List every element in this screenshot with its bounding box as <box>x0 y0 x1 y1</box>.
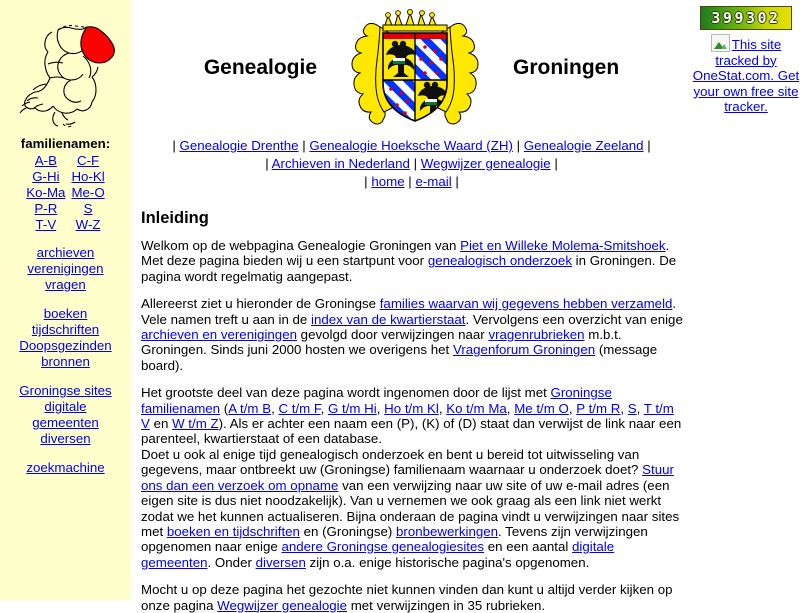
text: en <box>149 416 173 432</box>
nav-row-1 <box>139 137 684 155</box>
nav-row-3 <box>139 173 684 191</box>
sidebar-title: familienamen: <box>20 136 111 151</box>
text: ). Als er achter een naam een (P), (K) of (D) staat dan verwijst de link naar een parenteel, kwartierstaat of een database. <box>141 416 682 447</box>
sidebar-item-boeken[interactable]: boeken <box>43 306 88 321</box>
link-piet-en-willeke[interactable]: Piet en Willeke Molema-Smitshoek <box>460 238 666 253</box>
paragraph-allereerst <box>141 296 684 373</box>
nav-link-archieven-in-nederland[interactable]: Archieven in Nederland <box>271 156 410 171</box>
range-link-w-z[interactable]: W t/m Z <box>172 416 219 432</box>
onestat-tracker-link[interactable]: This site tracked by OneStat.com. Get your own free site tracker. <box>692 37 800 114</box>
sidebar-item-bronnen[interactable]: bronnen <box>41 354 90 369</box>
range-link-a-b[interactable]: A t/m B <box>228 400 272 416</box>
alpha-link-ko-ma[interactable]: Ko-Ma <box>26 185 66 200</box>
text: Doet u ook al enige tijd genealogisch onderzoek en bent u bereid tot uitwisseling van gegevens, maar ontbreekt uw (Groningse) familienaam waarnaar u onderzoek doet? <box>141 446 643 478</box>
alpha-link-me-o[interactable]: Me-O <box>71 185 105 200</box>
text: en een aantal <box>484 539 573 555</box>
text: zijn o.a. enige historische pagina's opgenomen. <box>305 554 590 570</box>
text: . Vervolgens een overzicht van enige <box>465 311 683 327</box>
sidebar-item-diversen[interactable]: diversen <box>40 431 91 446</box>
link-families-verzameld[interactable]: families waarvan wij gegevens hebben verzameld <box>379 296 673 312</box>
nav-separator: | <box>172 138 176 153</box>
sidebar-item-doopsgezinden[interactable]: Doopsgezinden <box>19 338 112 353</box>
sidebar-item-vragen[interactable]: vragen <box>45 277 86 292</box>
link-andere-genealogiesites[interactable]: andere Groningse genealogiesites <box>281 539 485 555</box>
text: . Met deze pagina bieden wij u een startpunt voor <box>141 238 670 269</box>
sidebar-group-sources <box>0 306 131 370</box>
text: gevolgd door verwijzingen naar <box>296 327 489 343</box>
nav-separator: | <box>647 138 651 153</box>
alpha-link-w-z[interactable]: W-Z <box>75 217 101 232</box>
right-column <box>692 0 800 600</box>
alpha-row <box>23 169 107 185</box>
range-link-t-v[interactable]: T t/m V <box>141 400 674 432</box>
alpha-link-t-v[interactable]: T-V <box>35 217 57 232</box>
link-stuur-verzoek-opname[interactable]: Stuur ons dan een verzoek om opname <box>141 462 674 493</box>
text: . Onder <box>207 554 256 570</box>
left-sidebar <box>0 0 131 600</box>
alpha-row <box>23 185 107 201</box>
link-diversen[interactable]: diversen <box>255 554 306 570</box>
alpha-row <box>23 217 107 233</box>
sidebar-item-groningse-sites[interactable]: Groningse sites <box>19 383 112 398</box>
sidebar-item-gemeenten[interactable]: gemeenten <box>32 415 99 430</box>
text: . Tevens zijn verwijzingen opgenomen naar enige <box>141 523 648 555</box>
page-title-left: Genealogie <box>203 55 318 79</box>
alpha-link-p-r[interactable]: P-R <box>34 201 58 216</box>
paragraph-onderzoek-uitwisseling <box>141 447 684 570</box>
page-heading-inleiding: Inleiding <box>141 209 209 227</box>
alpha-row <box>23 201 107 217</box>
sidebar-group-sites <box>0 383 131 447</box>
nav-link-genealogie-drenthe[interactable]: Genealogie Drenthe <box>179 138 299 153</box>
text: van een verwijzing naar uw site of uw e-mail adres (een eigen site is dus niet noodzakelijk). Van u vernemen we ook graag als een link niet werkt zodat we het kunnen actualiseren. Bijna onderaan de pagina vindt u verwijzingen naar sites met <box>141 477 680 539</box>
link-digitale-gemeenten[interactable]: digitale gemeenten <box>141 539 615 570</box>
text: . Vele namen treft u aan in de <box>141 296 677 327</box>
range-link-g-hi[interactable]: G t/m Hi <box>327 400 377 416</box>
nav-separator: | <box>455 174 459 189</box>
link-vragenforum-groningen[interactable]: Vragenforum Groningen <box>452 342 596 358</box>
text: Mocht u op deze pagina het gezochte niet kunnen vinden dan kunt u altijd verder kijken op onze pagina <box>141 582 673 613</box>
range-link-ko-ma[interactable]: Ko t/m Ma <box>446 400 507 416</box>
text: Welkom op de webpagina Genealogie Groningen van <box>141 238 461 253</box>
text: Het grootste deel van deze pagina wordt ingenomen door de lijst met <box>141 385 551 401</box>
nav-separator: | <box>302 138 306 153</box>
nav-separator: | <box>265 156 269 171</box>
paragraph-familienamen-lijst: Het grootste deel van deze pagina wordt ingenomen door de lijst met Groningse familienamen (A t/m B, C t/m F, G t/m Hi, Ho t/m Kl, Ko t/m Ma, Me t/m O, P t/m R, S, T t/m V en W t/m Z). Als er achter een naam een (P), (K) of (D) staat dan verwijst de link naar een parenteel, kwartierstaat of een database. <box>141 385 682 447</box>
onestat-tracker-block <box>692 34 800 115</box>
sidebar-group-search <box>0 460 131 476</box>
text: in Groningen. De pagina wordt regelmatig aangepast. <box>141 253 677 284</box>
text: en (Groningse) <box>299 523 397 539</box>
paragraph-wegwijzer <box>141 582 684 613</box>
link-bronbewerkingen[interactable]: bronbewerkingen <box>396 523 499 539</box>
visitor-counter-value: 399302 <box>711 9 781 27</box>
range-link-ho-kl[interactable]: Ho t/m Kl <box>384 400 439 416</box>
alpha-link-ho-kl[interactable]: Ho-Kl <box>71 169 105 184</box>
nav-separator: | <box>364 174 368 189</box>
sidebar-item-digitale[interactable]: digitale <box>44 399 87 414</box>
sidebar-item-tijdschriften[interactable]: tijdschriften <box>31 322 100 337</box>
text: met verwijzingen in 35 rubrieken. <box>347 597 546 613</box>
page-title-right: Groningen <box>513 55 620 79</box>
text: ( <box>220 400 229 416</box>
text: Allereerst ziet u hieronder de Groningse <box>141 296 380 312</box>
top-navigation <box>139 137 684 191</box>
link-archieven-en-verenigingen[interactable]: archieven en verenigingen <box>141 327 297 343</box>
sidebar-item-archieven[interactable]: archieven <box>36 245 95 260</box>
broken-image-icon <box>711 34 730 52</box>
sidebar-link-list <box>0 245 131 476</box>
nav-link-wegwijzer-genealogie[interactable]: Wegwijzer genealogie <box>420 156 551 171</box>
netherlands-map-icon <box>6 12 126 130</box>
paragraph-welkom <box>141 238 684 284</box>
nav-separator: | <box>554 156 558 171</box>
nav-separator: | <box>516 138 521 153</box>
alpha-link-a-b[interactable]: A-B <box>34 153 57 168</box>
nav-separator: | <box>408 174 412 189</box>
link-genealogisch-onderzoek[interactable]: genealogisch onderzoek <box>427 253 572 269</box>
alpha-link-c-f[interactable]: C-F <box>77 153 100 168</box>
link-boeken-en-tijdschriften[interactable]: boeken en tijdschriften <box>166 523 300 539</box>
range-link-s[interactable]: S <box>627 400 637 416</box>
main-content <box>131 0 692 613</box>
alpha-link-g-hi[interactable]: G-Hi <box>32 169 60 184</box>
nav-row-2 <box>139 155 684 173</box>
text: m.b.t. Groningen. Sinds juni 2000 hosten we overigens het <box>141 327 622 358</box>
link-vragenrubrieken[interactable]: vragenrubrieken <box>488 327 585 343</box>
alpha-row <box>23 153 107 169</box>
nav-link-email[interactable]: e-mail <box>415 174 452 189</box>
alpha-link-s[interactable]: S <box>83 201 93 216</box>
visitor-counter <box>700 6 792 30</box>
nav-link-home[interactable]: home <box>371 174 405 189</box>
link-index-kwartierstaat[interactable]: index van de kwartierstaat <box>311 311 466 327</box>
range-link-p-r[interactable]: P t/m R <box>576 400 621 416</box>
range-link-me-o[interactable]: Me t/m O <box>514 400 569 416</box>
sidebar-item-zoekmachine[interactable]: zoekmachine <box>26 460 105 475</box>
nav-link-genealogie-hoeksche-waard[interactable]: Genealogie Hoeksche Waard (ZH) <box>309 138 513 153</box>
nav-separator: | <box>413 156 418 171</box>
nav-link-genealogie-zeeland[interactable]: Genealogie Zeeland <box>523 138 644 153</box>
link-groningse-familienamen[interactable]: Groningse familienamen <box>141 385 612 416</box>
family-name-alphabet-links <box>23 153 107 233</box>
range-link-c-f[interactable]: C t/m F <box>278 400 321 416</box>
link-wegwijzer-genealogie[interactable]: Wegwijzer genealogie <box>217 597 348 613</box>
groningen-coat-of-arms-icon <box>325 3 505 133</box>
page-header <box>139 0 684 135</box>
sidebar-group-archives <box>0 245 131 293</box>
sidebar-item-verenigingen[interactable]: verenigingen <box>27 261 104 276</box>
text: (message board). <box>141 342 658 373</box>
